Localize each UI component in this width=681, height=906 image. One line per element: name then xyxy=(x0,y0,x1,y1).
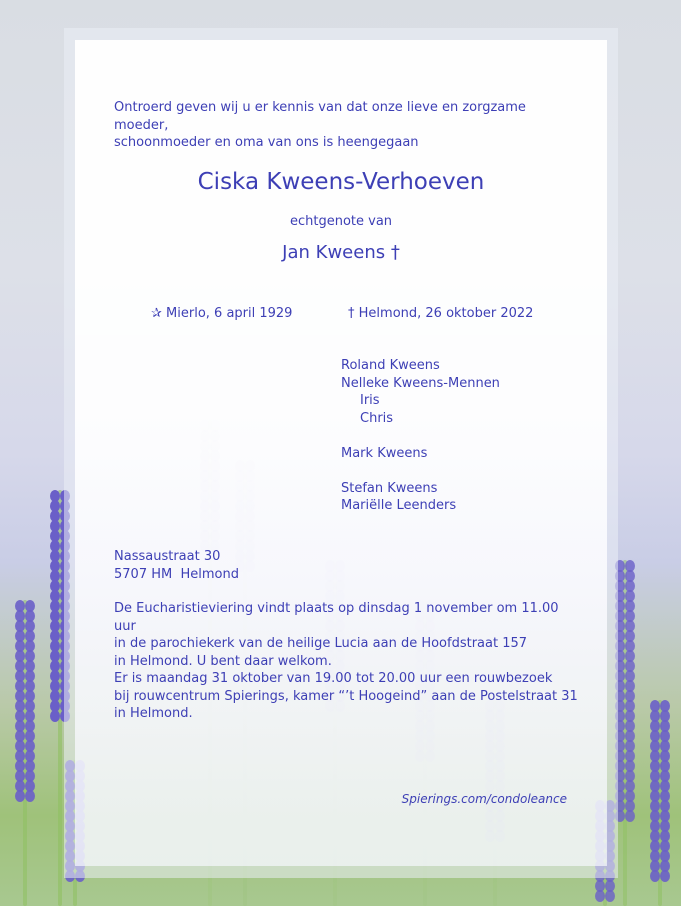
grandchild: Chris xyxy=(360,410,394,426)
lavender-petal xyxy=(50,710,60,722)
mass-line: in Helmond. U bent daar welkom. xyxy=(114,653,332,669)
death-info xyxy=(348,305,533,323)
lavender-petal xyxy=(605,890,615,902)
family-member: Mark Kweens xyxy=(341,445,428,461)
spouse-name: Jan Kweens † xyxy=(282,242,400,263)
family-member: Stefan Kweens xyxy=(341,480,438,496)
lavender-petal xyxy=(660,870,670,882)
family-list xyxy=(341,357,500,515)
home-address xyxy=(114,548,239,583)
family-member: Mariëlle Leenders xyxy=(341,498,457,513)
death-text: Helmond, 26 oktober 2022 xyxy=(358,306,534,321)
grandchild: Iris xyxy=(360,393,380,408)
condolence-link[interactable]: Spierings.com/condoleance xyxy=(401,792,567,806)
lavender-petal xyxy=(15,790,25,802)
intro-text xyxy=(114,99,584,152)
family-member: Nelleke Kweens-Mennen xyxy=(341,375,500,391)
visit-line: in Helmond. xyxy=(114,706,193,721)
mass-line: in de parochiekerk van de heilige Lucia aan de Hoofdstraat 157 xyxy=(114,636,528,651)
cross-icon: † xyxy=(348,306,355,321)
address-line: Nassaustraat 30 xyxy=(114,549,221,564)
lavender-petal xyxy=(625,810,635,822)
lavender-petal xyxy=(25,790,35,802)
intro-line: Ontroerd geven wij u er kennis van dat onze lieve en zorgzame moeder, xyxy=(114,100,526,133)
spouse-label: echtgenote van xyxy=(289,214,393,229)
address-line: 5707 HM Helmond xyxy=(114,566,239,582)
visit-info xyxy=(114,670,584,723)
lavender-petal xyxy=(595,890,605,902)
visit-line: Er is maandag 31 oktober van 19.00 tot 20.00 uur een rouwbezoek xyxy=(114,671,553,686)
family-member: Roland Kweens xyxy=(341,358,440,373)
intro-line: schoonmoeder en oma van ons is heengegaan xyxy=(114,135,419,150)
announcement-content xyxy=(75,40,607,866)
birth-text: Mierlo, 6 april 1929 xyxy=(166,306,293,321)
visit-line: bij rouwcentrum Spierings, kamer “’t Hoogeind” aan de Postelstraat 31 xyxy=(114,688,578,704)
birth-info xyxy=(151,305,292,323)
star-icon: ✰ xyxy=(151,306,162,321)
deceased-name: Ciska Kweens-Verhoeven xyxy=(197,169,485,195)
mass-line: De Eucharistieviering vindt plaats op dinsdag 1 november om 11.00 uur xyxy=(114,601,559,634)
lavender-petal xyxy=(650,870,660,882)
mass-info xyxy=(114,600,584,670)
